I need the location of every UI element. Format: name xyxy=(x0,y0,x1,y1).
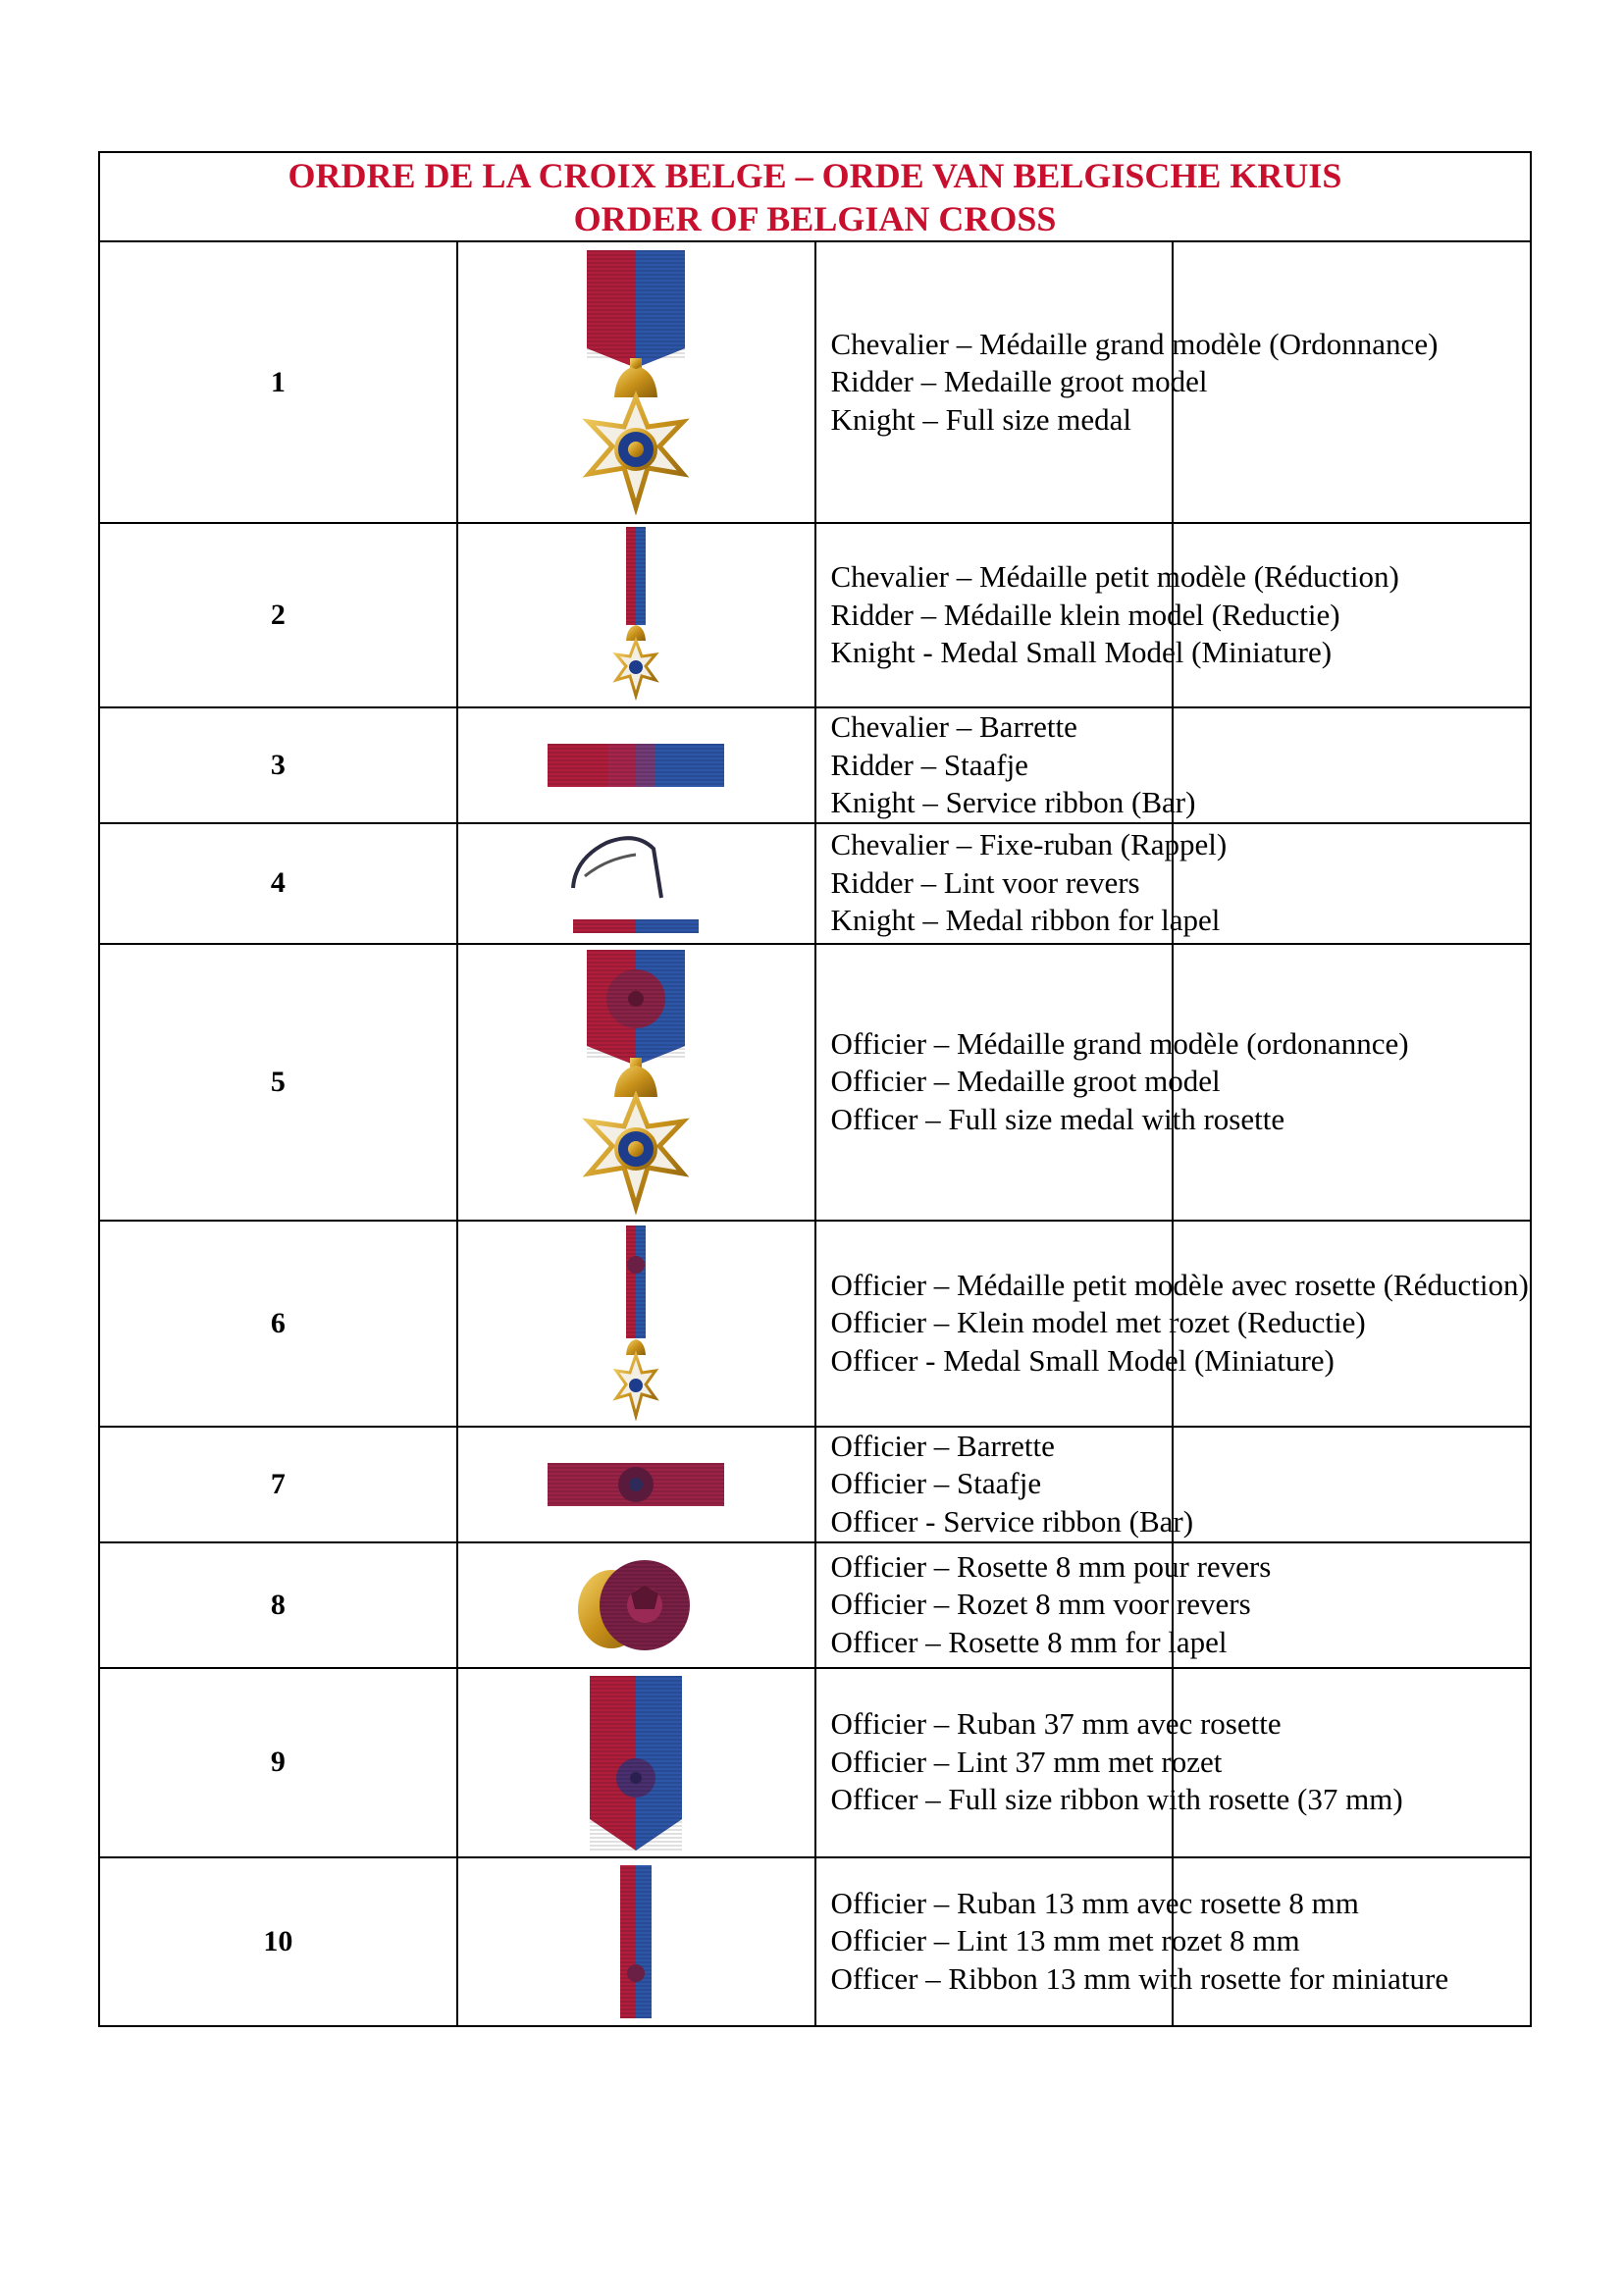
description-line: Chevalier – Médaille grand modèle (Ordonnance) xyxy=(830,326,1439,361)
description-line: Officier – Klein model met rozet (Reductie) xyxy=(830,1305,1366,1340)
item-description xyxy=(815,707,1196,823)
item-image-cell xyxy=(457,523,815,707)
table-row xyxy=(99,823,1531,944)
item-image-cell xyxy=(457,707,815,823)
item-image-cell xyxy=(457,1427,815,1542)
description-line: Knight – Service ribbon (Bar) xyxy=(830,785,1196,819)
empty-cell xyxy=(1173,1668,1531,1857)
description-line: Officer – Full size medal with rosette xyxy=(830,1101,1285,1136)
item-description xyxy=(815,523,1399,707)
table-row xyxy=(99,1427,1531,1542)
full-size-medal-rosette-icon xyxy=(577,950,695,1215)
description-line: Officier – Ruban 13 mm avec rosette 8 mm xyxy=(830,1885,1359,1920)
description-line: Officier – Lint 13 mm met rozet 8 mm xyxy=(830,1923,1300,1958)
description-line: Officer - Medal Small Model (Miniature) xyxy=(830,1342,1335,1378)
description-line: Officier – Medaille groot model xyxy=(830,1064,1221,1099)
ribbon-bar-icon xyxy=(548,740,724,791)
description-line: Chevalier – Médaille petit modèle (Réduction) xyxy=(830,559,1399,595)
row-number: 2 xyxy=(99,523,457,707)
item-image-cell xyxy=(457,241,815,523)
item-description xyxy=(815,241,1439,523)
table-row xyxy=(99,1542,1531,1668)
empty-cell xyxy=(1173,944,1531,1221)
description-line: Chevalier – Fixe-ruban (Rappel) xyxy=(830,827,1228,862)
item-description xyxy=(815,1221,1529,1427)
medal-table xyxy=(98,151,1532,2027)
description-line: Ridder – Lint voor revers xyxy=(830,864,1140,900)
table-row xyxy=(99,1221,1531,1427)
description-line: Chevalier – Barrette xyxy=(830,709,1077,744)
row-number: 4 xyxy=(99,823,457,944)
miniature-medal-icon xyxy=(611,527,660,704)
row-number: 1 xyxy=(99,241,457,523)
row-number: 8 xyxy=(99,1542,457,1668)
ribbon-bar-rosette-icon xyxy=(548,1459,724,1510)
item-image-cell xyxy=(457,1542,815,1668)
description-line: Officier – Barrette xyxy=(830,1428,1055,1463)
title-line-1: ORDRE DE LA CROIX BELGE – ORDE VAN BELGISCHE KRUIS xyxy=(288,155,1342,195)
row-number: 6 xyxy=(99,1221,457,1427)
description-line: Officer – Rosette 8 mm for lapel xyxy=(830,1624,1228,1659)
description-line: Officer – Full size ribbon with rosette (37 mm) xyxy=(830,1782,1403,1817)
description-line: Officier – Staafje xyxy=(830,1466,1042,1501)
row-number: 5 xyxy=(99,944,457,1221)
lapel-rosette-pin-icon xyxy=(572,1546,700,1664)
empty-cell xyxy=(1173,1427,1531,1542)
description-line: Officier – Ruban 37 mm avec rosette xyxy=(830,1706,1282,1742)
table-row xyxy=(99,1668,1531,1857)
row-number: 9 xyxy=(99,1668,457,1857)
description-line: Officer – Ribbon 13 mm with rosette for miniature xyxy=(830,1960,1449,1996)
description-line: Officier – Rosette 8 mm pour revers xyxy=(830,1548,1272,1584)
table-row xyxy=(99,1857,1531,2026)
title-row xyxy=(99,152,1531,241)
description-line: Ridder – Staafje xyxy=(830,747,1028,782)
table-row xyxy=(99,944,1531,1221)
title-line-2: ORDER OF BELGIAN CROSS xyxy=(573,198,1057,238)
ribbon-13mm-rosette-icon xyxy=(614,1863,657,2020)
item-image-cell xyxy=(457,823,815,944)
description-line: Officier – Médaille petit modèle avec rosette (Réduction) xyxy=(830,1267,1529,1302)
item-description xyxy=(815,1668,1403,1857)
row-number: 7 xyxy=(99,1427,457,1542)
description-line: Officier – Rozet 8 mm voor revers xyxy=(830,1587,1251,1622)
item-image-cell xyxy=(457,1221,815,1427)
row-number: 10 xyxy=(99,1857,457,2026)
row-number: 3 xyxy=(99,707,457,823)
empty-cell xyxy=(1173,241,1531,523)
title-cell xyxy=(99,152,1531,241)
item-description xyxy=(815,1857,1449,2026)
item-description xyxy=(815,1427,1194,1542)
item-description xyxy=(815,1542,1272,1668)
item-description xyxy=(815,944,1409,1221)
description-line: Officier – Lint 37 mm met rozet xyxy=(830,1744,1223,1779)
empty-cell xyxy=(1173,707,1531,823)
item-description xyxy=(815,823,1228,944)
item-image-cell xyxy=(457,944,815,1221)
description-line: Ridder – Médaille klein model (Reductie) xyxy=(830,597,1340,632)
description-line: Ridder – Medaille groot model xyxy=(830,364,1208,399)
item-image-cell xyxy=(457,1857,815,2026)
description-line: Officer - Service ribbon (Bar) xyxy=(830,1503,1194,1539)
table-row xyxy=(99,241,1531,523)
description-line: Knight – Medal ribbon for lapel xyxy=(830,903,1221,938)
ribbon-37mm-rosette-icon xyxy=(582,1672,690,1853)
item-image-cell xyxy=(457,1668,815,1857)
lapel-ribbon-icon xyxy=(567,829,705,937)
description-line: Officier – Médaille grand modèle (ordonannce) xyxy=(830,1025,1409,1061)
full-size-medal-icon xyxy=(577,250,695,515)
table-row xyxy=(99,707,1531,823)
miniature-medal-rosette-icon xyxy=(611,1226,660,1422)
description-line: Knight - Medal Small Model (Miniature) xyxy=(830,635,1333,670)
description-line: Knight – Full size medal xyxy=(830,401,1132,437)
table-row xyxy=(99,523,1531,707)
